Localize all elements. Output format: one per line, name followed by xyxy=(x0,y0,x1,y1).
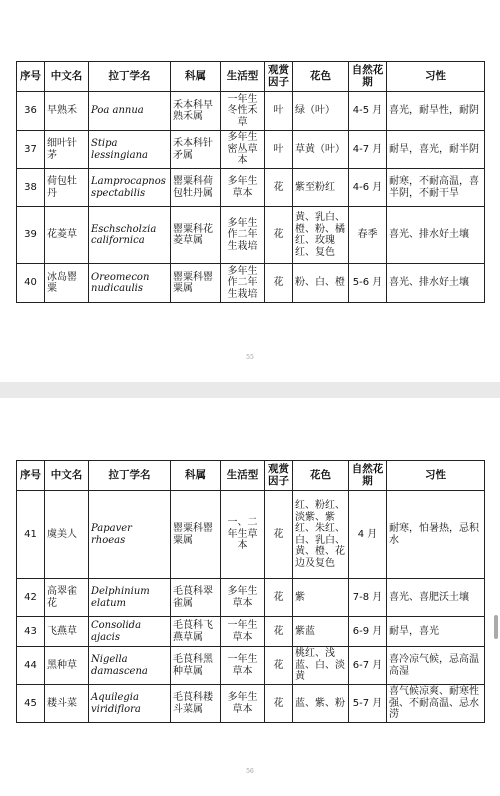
cell-ornamental-factor: 花 xyxy=(265,647,293,685)
cell-flowering-period: 5-6 月 xyxy=(349,264,387,303)
cell-life-form: 多年生密丛草本 xyxy=(221,131,265,169)
cell-flower-color: 紫蓝 xyxy=(293,617,349,647)
cell-life-form: 一、二年生草本 xyxy=(221,491,265,579)
cell-habit: 耐旱，喜光，耐半阴 xyxy=(387,131,485,169)
cell-index: 37 xyxy=(17,131,45,169)
header-family-genus: 科属 xyxy=(171,62,221,92)
cell-habit: 喜光，耐旱性，耐阴 xyxy=(387,92,485,131)
cell-chinese-name: 细叶针茅 xyxy=(45,131,89,169)
table-body xyxy=(17,92,485,303)
cell-family-genus: 毛茛科飞燕草属 xyxy=(171,617,221,647)
cell-flower-color: 蓝、紫、粉 xyxy=(293,685,349,723)
document-page-55 xyxy=(0,0,500,382)
cell-index: 44 xyxy=(17,647,45,685)
cell-flowering-period: 4 月 xyxy=(349,491,387,579)
cell-flower-color: 黄、乳白、橙、粉、橘红、玫瑰红、复色 xyxy=(293,207,349,264)
cell-index: 41 xyxy=(17,491,45,579)
cell-life-form: 多年生草本 xyxy=(221,579,265,617)
cell-chinese-name: 虞美人 xyxy=(45,491,89,579)
cell-family-genus: 毛茛科黑种草属 xyxy=(171,647,221,685)
cell-ornamental-factor: 花 xyxy=(265,264,293,303)
cell-life-form: 多年生草本 xyxy=(221,685,265,723)
cell-flowering-period: 春季 xyxy=(349,207,387,264)
cell-family-genus: 罂粟科花菱草属 xyxy=(171,207,221,264)
cell-life-form: 多年生草本 xyxy=(221,169,265,207)
cell-latin-name: Eschscholzia californica xyxy=(89,207,171,264)
header-ornamental-factor: 观赏因子 xyxy=(265,62,293,92)
table-row xyxy=(17,647,485,685)
cell-chinese-name: 飞燕草 xyxy=(45,617,89,647)
cell-life-form: 一年生草本 xyxy=(221,647,265,685)
cell-ornamental-factor: 花 xyxy=(265,491,293,579)
header-ornamental-factor: 观赏因子 xyxy=(265,461,293,491)
cell-family-genus: 禾本科早熟禾属 xyxy=(171,92,221,131)
cell-latin-name: Nigella damascena xyxy=(89,647,171,685)
table-row xyxy=(17,685,485,723)
plant-table-1 xyxy=(16,61,485,303)
cell-chinese-name: 高翠雀花 xyxy=(45,579,89,617)
header-flowering-period: 自然花期 xyxy=(349,62,387,92)
table-row xyxy=(17,579,485,617)
header-index: 序号 xyxy=(17,461,45,491)
cell-ornamental-factor: 花 xyxy=(265,207,293,264)
cell-flowering-period: 4-5 月 xyxy=(349,92,387,131)
cell-life-form: 多年生作二年生栽培 xyxy=(221,264,265,303)
cell-index: 38 xyxy=(17,169,45,207)
cell-flowering-period: 4-6 月 xyxy=(349,169,387,207)
cell-flowering-period: 6-7 月 xyxy=(349,647,387,685)
page-number: 56 xyxy=(246,768,254,775)
cell-chinese-name: 耧斗菜 xyxy=(45,685,89,723)
cell-habit: 喜光、排水好土壤 xyxy=(387,264,485,303)
header-index: 序号 xyxy=(17,62,45,92)
header-life-form: 生活型 xyxy=(221,62,265,92)
header-family-genus: 科属 xyxy=(171,461,221,491)
cell-flower-color: 红、粉红、淡紫、紫红、朱红、白、乳白、黄、橙、花边及复色 xyxy=(293,491,349,579)
cell-flower-color: 桃红、浅蓝、白、淡黄 xyxy=(293,647,349,685)
header-latin-name: 拉丁学名 xyxy=(89,461,171,491)
cell-index: 42 xyxy=(17,579,45,617)
cell-ornamental-factor: 花 xyxy=(265,617,293,647)
cell-flowering-period: 7-8 月 xyxy=(349,579,387,617)
table-row xyxy=(17,617,485,647)
cell-habit: 喜光、排水好土壤 xyxy=(387,207,485,264)
table-row xyxy=(17,169,485,207)
scrollbar-thumb[interactable] xyxy=(494,615,498,639)
cell-chinese-name: 冰岛罂粟 xyxy=(45,264,89,303)
cell-index: 36 xyxy=(17,92,45,131)
cell-family-genus: 罂粟科荷包牡丹属 xyxy=(171,169,221,207)
cell-family-genus: 毛茛科耧斗菜属 xyxy=(171,685,221,723)
cell-chinese-name: 黑种草 xyxy=(45,647,89,685)
cell-habit: 耐寒，怕暑热，忌积水 xyxy=(387,491,485,579)
cell-ornamental-factor: 叶 xyxy=(265,92,293,131)
cell-latin-name: Consolida ajacis xyxy=(89,617,171,647)
table-row xyxy=(17,92,485,131)
cell-life-form: 一年生草本 xyxy=(221,617,265,647)
cell-habit: 耐旱，喜光 xyxy=(387,617,485,647)
header-flower-color: 花色 xyxy=(293,62,349,92)
cell-ornamental-factor: 花 xyxy=(265,169,293,207)
cell-life-form: 一年生冬性禾草 xyxy=(221,92,265,131)
cell-flower-color: 绿（叶） xyxy=(293,92,349,131)
cell-flower-color: 草黄（叶） xyxy=(293,131,349,169)
cell-life-form: 多年生作二年生栽培 xyxy=(221,207,265,264)
cell-index: 45 xyxy=(17,685,45,723)
table-row xyxy=(17,207,485,264)
cell-index: 43 xyxy=(17,617,45,647)
header-chinese-name: 中文名 xyxy=(45,62,89,92)
cell-latin-name: Lamprocapnos spectabilis xyxy=(89,169,171,207)
cell-latin-name: Delphinium elatum xyxy=(89,579,171,617)
table-row xyxy=(17,131,485,169)
cell-index: 39 xyxy=(17,207,45,264)
cell-latin-name: Papaver rhoeas xyxy=(89,491,171,579)
table-row xyxy=(17,491,485,579)
table-row xyxy=(17,264,485,303)
header-chinese-name: 中文名 xyxy=(45,461,89,491)
cell-chinese-name: 荷包牡丹 xyxy=(45,169,89,207)
document-page-56 xyxy=(0,398,500,796)
cell-family-genus: 毛茛科翠雀属 xyxy=(171,579,221,617)
header-flowering-period: 自然花期 xyxy=(349,461,387,491)
header-flower-color: 花色 xyxy=(293,461,349,491)
table-header-row xyxy=(17,461,485,491)
cell-habit: 喜冷凉气候，忌高温高湿 xyxy=(387,647,485,685)
cell-flower-color: 紫 xyxy=(293,579,349,617)
cell-latin-name: Stipa lessingiana xyxy=(89,131,171,169)
cell-latin-name: Oreomecon nudicaulis xyxy=(89,264,171,303)
cell-flower-color: 粉、白、橙 xyxy=(293,264,349,303)
cell-family-genus: 罂粟科罂粟属 xyxy=(171,264,221,303)
cell-habit: 耐寒，不耐高温，喜半阴，不耐干旱 xyxy=(387,169,485,207)
table-body xyxy=(17,491,485,723)
header-latin-name: 拉丁学名 xyxy=(89,62,171,92)
cell-family-genus: 禾本科针矛属 xyxy=(171,131,221,169)
cell-ornamental-factor: 花 xyxy=(265,685,293,723)
plant-table-2 xyxy=(16,460,485,723)
table-header-row xyxy=(17,62,485,92)
header-habit: 习性 xyxy=(387,461,485,491)
cell-habit: 喜光、喜肥沃土壤 xyxy=(387,579,485,617)
cell-index: 40 xyxy=(17,264,45,303)
cell-flowering-period: 5-7 月 xyxy=(349,685,387,723)
header-life-form: 生活型 xyxy=(221,461,265,491)
cell-ornamental-factor: 花 xyxy=(265,579,293,617)
cell-latin-name: Poa annua xyxy=(89,92,171,131)
cell-chinese-name: 花菱草 xyxy=(45,207,89,264)
cell-chinese-name: 早熟禾 xyxy=(45,92,89,131)
header-habit: 习性 xyxy=(387,62,485,92)
cell-flowering-period: 6-9 月 xyxy=(349,617,387,647)
page-number: 55 xyxy=(246,354,254,361)
cell-ornamental-factor: 叶 xyxy=(265,131,293,169)
cell-habit: 喜气候凉爽、耐寒性强、不耐高温、忌水涝 xyxy=(387,685,485,723)
cell-family-genus: 罂粟科罂粟属 xyxy=(171,491,221,579)
cell-latin-name: Aquilegia viridiflora xyxy=(89,685,171,723)
cell-flower-color: 紫至粉红 xyxy=(293,169,349,207)
cell-flowering-period: 4-7 月 xyxy=(349,131,387,169)
